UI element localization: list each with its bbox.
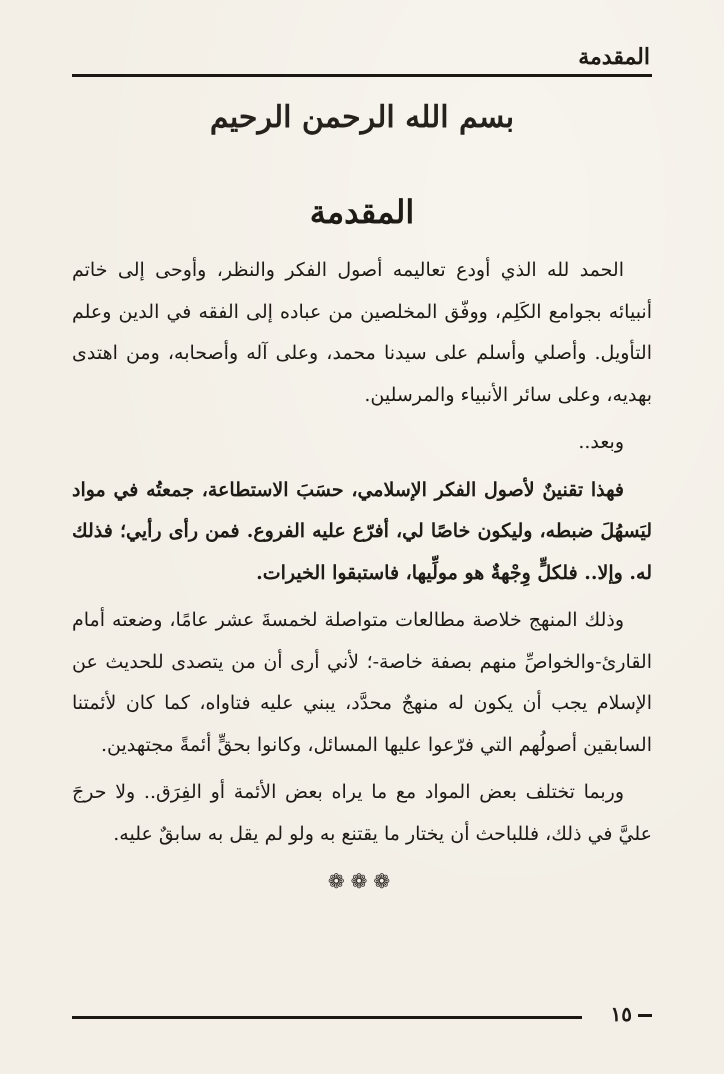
paragraph-differences: وربما تختلف بعض المواد مع ما يراه بعض الأئمة أو الفِرَق.. ولا حرجَ عليَّ في ذلك، فللباحث أن يختار ما يقتنع به ولو لم يقل به سابقٌ عليه. <box>72 781 652 845</box>
body-text <box>72 250 652 903</box>
page-number: ١٥ <box>610 1002 632 1026</box>
page-number-dash <box>638 1014 652 1017</box>
paragraph-methodology: وذلك المنهج خلاصة مطالعات متواصلة لخمسةَ عشر عامًا، وضعته أمام القارئ-والخواصِّ منهم بصفة خاصة-؛ لأني أرى أن من يتصدى للحديث عن الإسلام يجب أن يكون له منهجٌ محدَّد، يبني عليه فتاواه، كما كان لأئمتنا السابقين أصولُهم التي فرّعوا عليها المسائل، وكانوا بحقٍّ أئمةً مجتهدين. <box>72 609 652 756</box>
running-header <box>72 40 652 80</box>
page-title: المقدمة <box>309 193 415 231</box>
footer-rule <box>72 1016 582 1019</box>
paragraph-transition: وبعد.. <box>578 431 624 453</box>
running-header-title: المقدمة <box>578 44 650 70</box>
header-rule <box>72 74 652 77</box>
basmala-calligraphy: بسم الله الرحمن الرحيم <box>209 100 515 135</box>
flower-ornament-icon: ❁❁❁ <box>327 869 397 893</box>
paragraph-opening-praise: الحمد لله الذي أودع تعاليمه أصول الفكر والنظر، وأوحى إلى خاتم أنبيائه بجوامع الكَلِم، ووفّق المخلصين من عباده إلى الفقه في الدين وعلم التأويل. وأصلي وأسلم على سيدنا محمد، وعلى آله وأصحابه، ومن اهتدى بهديه، وعلى سائر الأنبياء والمرسلين. <box>72 259 652 406</box>
page-footer <box>72 1004 652 1028</box>
paragraph-codification: فهذا تقنينٌ لأصول الفكر الإسلامي، حسَبَ الاستطاعة، جمعتُه في مواد ليَسهُلَ ضبطه، وليكون خاصًا لي، أفرّع عليه الفروع. فمن رأى رأيي؛ فذلك له. وإلا.. فلكلٍّ وِجْهةٌ هو مولِّيها، فاستبقوا الخيرات. <box>72 478 652 584</box>
